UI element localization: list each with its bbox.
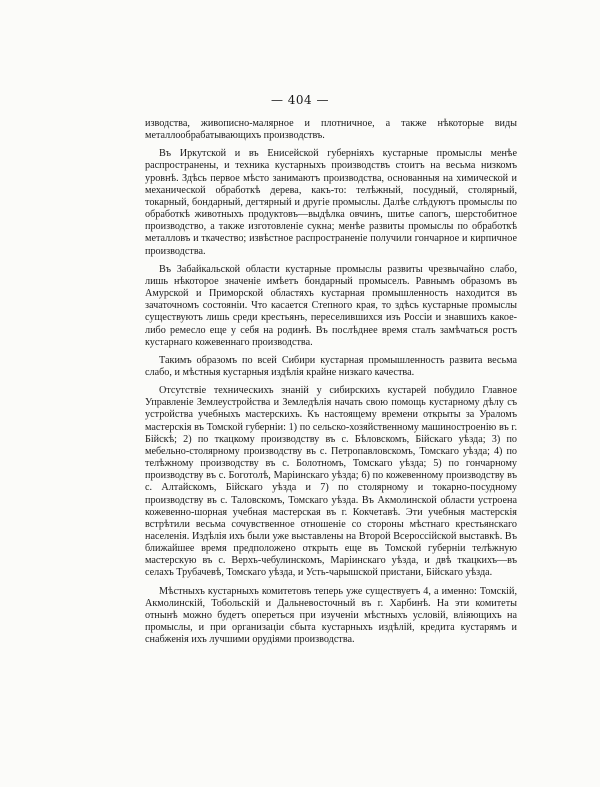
paragraph-transbaikal: Въ Забайкальской области кустарные промыслы развиты чрезвычайно слабо, лишь нѣкоторое значеніе имѣетъ бондарный промыселъ. Равнымъ образомъ въ Амурской и Приморской областяхъ кустарная промышленность находится въ зачаточномъ состояніи. Что касается Степного края, то здѣсь кустарные промыслы существуютъ лишь среди крестьянъ, переселившихся изъ Россіи и знавшихъ какое-либо ремесло еще у себя на родинѣ. Въ послѣднее время сталъ замѣчаться ростъ кустарнаго кожевеннаго производства. — [145, 263, 517, 348]
paragraph-committees: Мѣстныхъ кустарныхъ комитетовъ теперь уже существуетъ 4, а именно: Томскій, Акмолинскій, Тобольскій и Дальневосточный въ г. Харбинѣ. На эти комитеты отнынѣ можно будетъ опереться при изученіи мѣстныхъ условій, вліяющихъ на промыслы, и при организаціи сбыта кустарныхъ издѣлій, кредита кустарямъ и снабженія ихъ лучшими орудіями производства. — [145, 585, 517, 646]
paragraph-summary: Такимъ образомъ по всей Сибири кустарная промышленность развита весьма слабо, и мѣстныя кустарныя издѣлія крайне низкаго качества. — [145, 354, 517, 378]
paragraph-continuation: изводства, живописно-малярное и плотничное, а также нѣкоторые виды металлообрабатывающихъ производствъ. — [145, 118, 517, 142]
page-number: — 404 — — [270, 93, 330, 107]
paragraph-irkutsk-yenisei: Въ Иркутской и въ Енисейской губерніяхъ кустарные промыслы менѣе распространены, и техника кустарныхъ производствъ стоитъ на весьма низкомъ уровнѣ. Здѣсь первое мѣсто занимаютъ производства, основанныя на химической и механической обработкѣ дерева, какъ-то: телѣжный, посудный, столярный, токарный, бондарный, дегтярный и другіе промыслы. Далѣе слѣдуютъ промыслы по обработкѣ животныхъ продуктовъ—выдѣлка овчинъ, шитье сапогъ, шерстобитное производство, а также изготовленіе сукна; менѣе развиты промыслы по обработкѣ металловъ и ткачество; извѣстное распространеніе получили гончарное и кирпичное производства. — [145, 148, 517, 257]
body-text — [145, 118, 517, 646]
paragraph-workshops: Отсутствіе техническихъ знаній у сибирскихъ кустарей побудило Главное Управленіе Землеустройства и Земледѣлія начать свою помощь кустарному дѣлу съ устройства учебныхъ мастерскихъ. Къ настоящему времени открыты за Ураломъ мастерскія въ Томской губерніи: 1) по сельско-хозяйственному машиностроенію въ г. Бійскѣ; 2) по ткацкому производству въ с. Бѣловскомъ, Бійскаго уѣзда; 3) по мебельно-столярному производству въ с. Петропавловскомъ, Томскаго уѣзда; 4) по телѣжному производству въ с. Болотномъ, Томскаго уѣзда; 5) по гончарному производству въ с. Боготолѣ, Маріинскаго уѣзда; 6) по кожевенному производству въ с. Алтайскомъ, Бійскаго уѣзда и 7) по столярному и токарно-посудному производству въ с. Таловскомъ, Томскаго уѣзда. Въ Акмолинской области устроена кожевенно-шорная учебная мастерская въ г. Кокчетавѣ. Эти учебныя мастерскія встрѣтили весьма сочувственное отношеніе со стороны мѣстнаго крестьянскаго населенія. Издѣлія ихъ были уже выставлены на Второй Всероссійской выставкѣ. Въ ближайшее время предположено открыть еще въ Томской губерніи телѣжную мастерскую въ с. Верхъ-чебулинскомъ, Маріинскаго уѣзда, и двѣ ткацкихъ—въ селахъ Трубачевѣ, Томскаго уѣзда, и Усть-чарышской пристани, Бійскаго уѣзда. — [145, 385, 517, 579]
